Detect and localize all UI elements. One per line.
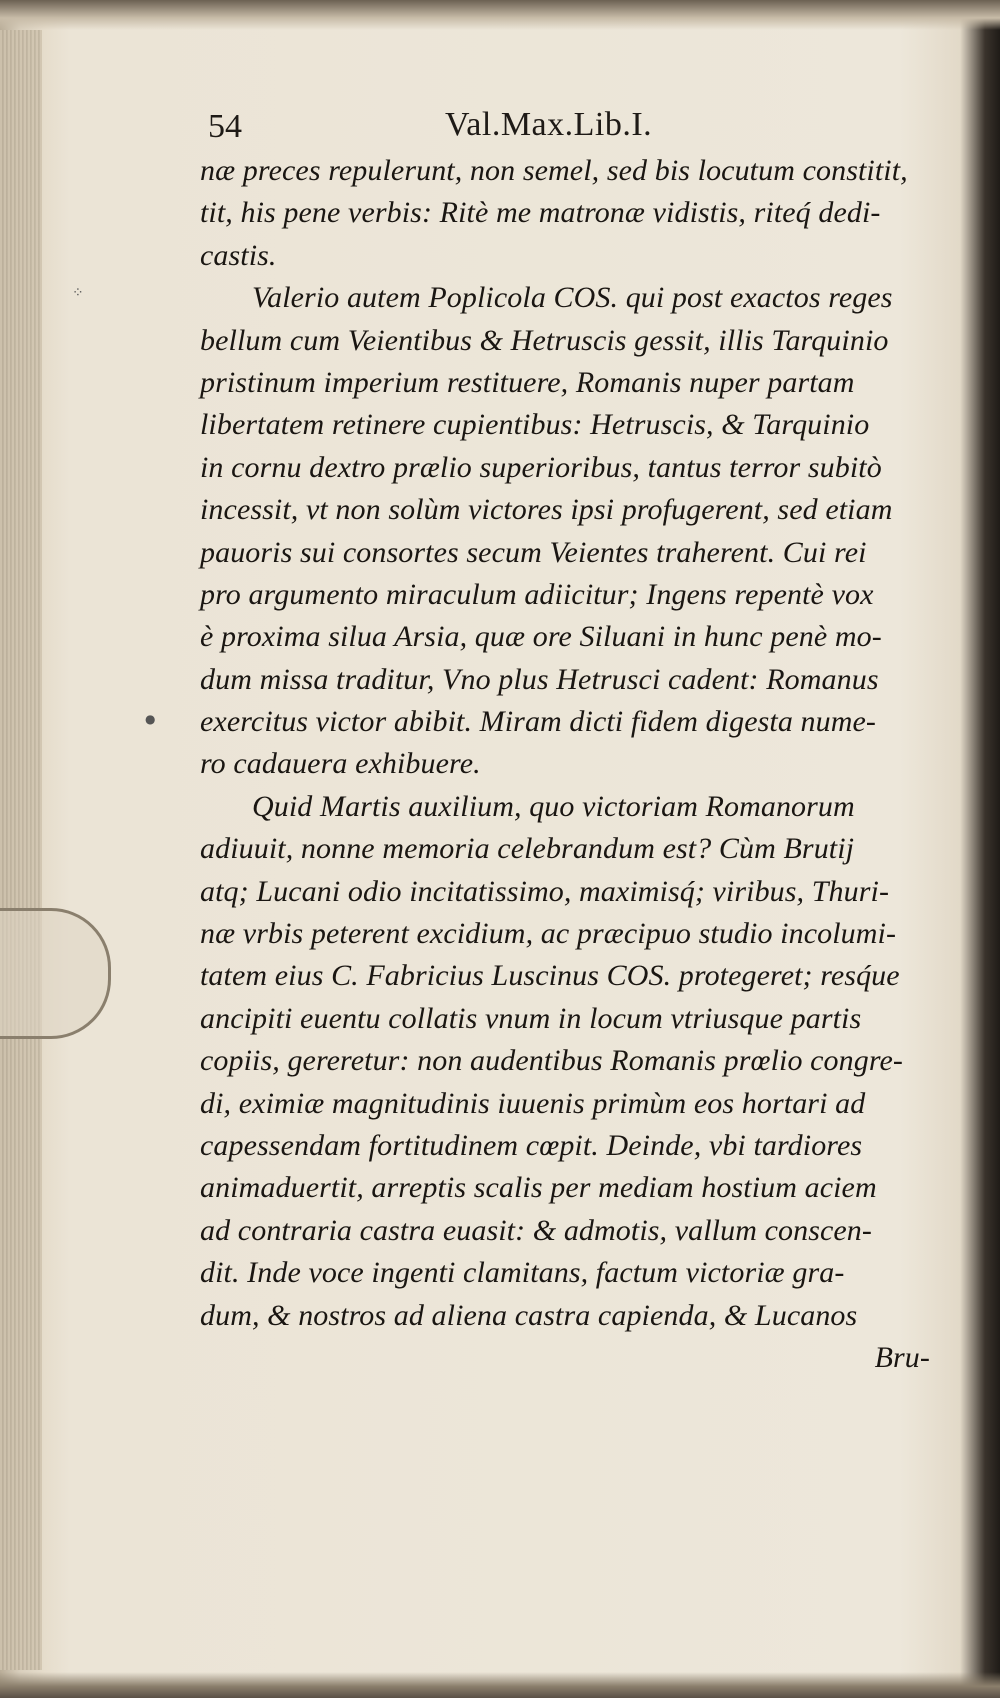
text-line: bellum cum Veientibus & Hetruscis gessit, illis Tarquinio [200, 323, 889, 357]
page-number: 54 [208, 108, 242, 145]
text-line: è proxima silua Arsia, quæ ore Siluani in hunc penè mo- [200, 620, 882, 654]
text-line: animaduertit, arreptis scalis per mediam hostium aciem [200, 1171, 877, 1205]
bottom-edge [0, 1672, 1000, 1698]
running-head: Val.Max.Lib.I. [445, 106, 653, 143]
text-line: pristinum imperium restituere, Romanis nuper partam [200, 365, 855, 399]
text-page [200, 100, 960, 1379]
text-line: atq; Lucani odio incitatissimo, maximisq́; viribus, Thuri- [200, 874, 890, 908]
text-line: tit, his pene verbis: Ritè me matronæ vidistis, riteq́ dedi- [200, 196, 881, 230]
top-shadow [0, 0, 1000, 30]
text-body [200, 150, 960, 1379]
text-line: libertatem retinere cupientibus: Hetruscis, & Tarquinio [200, 408, 870, 442]
text-line: capessendam fortitudinem cœpit. Deinde, vbi tardiores [200, 1128, 863, 1162]
text-line: di, eximiæ magnitudinis iuuenis primùm eos hortari ad [200, 1086, 866, 1120]
text-line: ro cadauera exhibuere. [200, 747, 481, 781]
text-line: ancipiti euentu collatis vnum in locum vtriusque partis [200, 1001, 862, 1035]
ink-speck: ● [145, 712, 156, 726]
page-clasp [0, 908, 111, 1039]
text-line: adiuuit, nonne memoria celebrandum est? Cùm Brutij [200, 832, 855, 866]
text-line: dit. Inde voce ingenti clamitans, factum victoriæ gra- [200, 1256, 845, 1290]
text-line: dum, & nostros ad aliena castra capienda, & Lucanos [200, 1298, 858, 1332]
text-line: castis. [200, 238, 277, 272]
catchword: Bru- [874, 1340, 930, 1374]
text-line: pauoris sui consortes secum Veientes traherent. Cui rei [200, 535, 867, 569]
text-line: tatem eius C. Fabricius Luscinus COS. protegeret; resq́ue [200, 959, 900, 993]
text-line: Quid Martis auxilium, quo victoriam Romanorum [252, 789, 855, 823]
page-edges [0, 30, 42, 1670]
text-line: dum missa traditur, Vno plus Hetrusci cadent: Romanus [200, 662, 879, 696]
text-line: in cornu dextro prælio superioribus, tantus terror subitò [200, 450, 882, 484]
text-line: copiis, gereretur: non audentibus Romanis prœlio congre- [200, 1044, 904, 1078]
text-line: ad contraria castra euasit: & admotis, vallum conscen- [200, 1213, 872, 1247]
text-line: næ preces repulerunt, non semel, sed bis locutum constitit, [200, 154, 908, 187]
ink-speck: ⁘ [72, 285, 84, 301]
text-line: Valerio autem Poplicola COS. qui post exactos reges [252, 281, 893, 315]
text-line: exercitus victor abibit. Miram dicti fidem digesta nume- [200, 705, 877, 739]
text-line: pro argumento miraculum adiicitur; Ingens repentè vox [200, 577, 874, 611]
text-line: incessit, vt non solùm victores ipsi profugerent, sed etiam [200, 493, 893, 527]
text-line: næ vrbis peterent excidium, ac præcipuo studio incolumi- [200, 917, 897, 951]
page-header [200, 100, 960, 150]
